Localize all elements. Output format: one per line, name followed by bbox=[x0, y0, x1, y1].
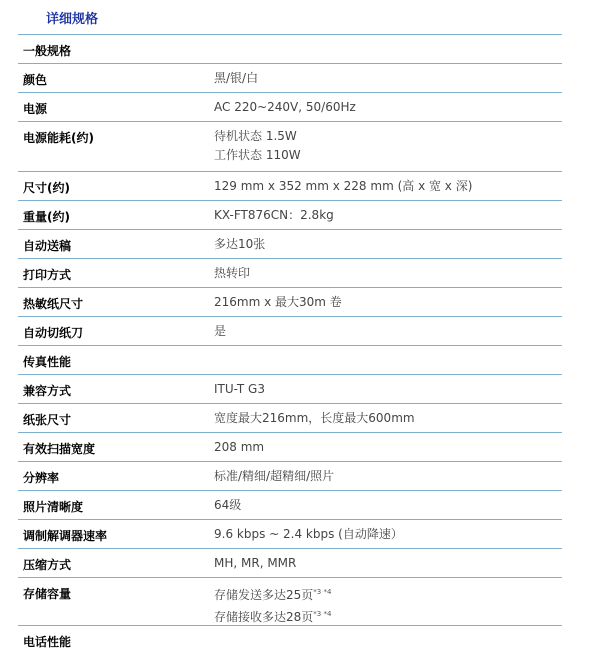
spec-value-text: 64级 bbox=[214, 498, 242, 512]
spec-label: 兼容方式 bbox=[23, 384, 72, 398]
spec-value-text: 多达10张 bbox=[214, 237, 266, 251]
spec-label: 重量(约) bbox=[23, 210, 70, 224]
spec-row bbox=[18, 374, 562, 403]
spec-value bbox=[214, 206, 334, 225]
spec-value-text: KX-FT876CN：2.8kg bbox=[214, 208, 334, 222]
spec-value bbox=[214, 235, 265, 254]
spec-row bbox=[18, 200, 562, 229]
spec-label: 打印方式 bbox=[23, 268, 72, 282]
spec-label: 分辨率 bbox=[23, 471, 60, 485]
spec-row bbox=[18, 287, 562, 316]
spec-label: 尺寸(约) bbox=[23, 181, 70, 195]
spec-label: 颜色 bbox=[23, 73, 48, 87]
spec-value-line bbox=[214, 525, 403, 544]
spec-value-line bbox=[214, 438, 264, 457]
spec-value-line bbox=[214, 583, 331, 605]
spec-label: 一般规格 bbox=[23, 44, 72, 58]
spec-value-text: 是 bbox=[214, 324, 227, 338]
footnote-mark: *3 *4 bbox=[313, 588, 332, 596]
spec-value-line bbox=[214, 605, 331, 627]
spec-value-line bbox=[214, 409, 415, 428]
spec-row bbox=[18, 316, 562, 345]
spec-value-text: 标准/精细/超精细/照片 bbox=[214, 469, 335, 483]
spec-value-line bbox=[214, 264, 250, 283]
spec-label: 热敏纸尺寸 bbox=[23, 297, 84, 311]
spec-value-text: 存储发送多达25页 bbox=[214, 588, 314, 602]
spec-value-line bbox=[214, 206, 334, 225]
spec-label: 电话性能 bbox=[23, 635, 72, 649]
spec-value bbox=[214, 98, 356, 117]
spec-label: 纸张尺寸 bbox=[23, 413, 72, 427]
spec-value bbox=[214, 264, 250, 283]
spec-value-text: ITU-T G3 bbox=[214, 382, 265, 396]
spec-value-text: AC 220~240V, 50/60Hz bbox=[214, 100, 356, 114]
spec-value bbox=[214, 554, 296, 573]
spec-value bbox=[214, 322, 226, 341]
spec-row bbox=[18, 519, 562, 548]
spec-row bbox=[18, 461, 562, 490]
spec-value bbox=[214, 127, 301, 165]
spec-value-text: 208 mm bbox=[214, 440, 265, 454]
spec-value-text: 待机状态 1.5W bbox=[214, 129, 297, 143]
spec-value-line bbox=[214, 69, 258, 88]
spec-row bbox=[18, 432, 562, 461]
spec-row bbox=[18, 121, 562, 171]
spec-row bbox=[18, 63, 562, 92]
footnote-mark: *3 *4 bbox=[313, 610, 332, 618]
spec-value-line bbox=[214, 554, 296, 573]
spec-label: 自动送稿 bbox=[23, 239, 72, 253]
spec-label: 存储容量 bbox=[23, 587, 72, 601]
spec-label: 电源能耗(约) bbox=[23, 131, 94, 145]
spec-value bbox=[214, 380, 265, 399]
spec-value-line bbox=[214, 127, 301, 146]
spec-value-line bbox=[214, 177, 472, 196]
spec-row bbox=[18, 34, 562, 63]
spec-value-text: 129 mm x 352 mm x 228 mm (高 x 宽 x 深) bbox=[214, 179, 473, 193]
spec-value bbox=[214, 69, 258, 88]
spec-label: 自动切纸刀 bbox=[23, 326, 84, 340]
spec-label: 有效扫描宽度 bbox=[23, 442, 96, 456]
spec-value-line bbox=[214, 380, 265, 399]
spec-value-text: MH, MR, MMR bbox=[214, 556, 297, 570]
spec-row bbox=[18, 345, 562, 374]
spec-value-text: 宽度最大216mm，长度最大600mm bbox=[214, 411, 415, 425]
spec-value-text: 工作状态 110W bbox=[214, 148, 301, 162]
spec-label: 压缩方式 bbox=[23, 558, 72, 572]
spec-value-line bbox=[214, 293, 342, 312]
spec-row bbox=[18, 171, 562, 200]
spec-row bbox=[18, 229, 562, 258]
spec-label: 传真性能 bbox=[23, 355, 72, 369]
spec-value-text: 216mm x 最大30m 卷 bbox=[214, 295, 342, 309]
spec-value bbox=[214, 525, 403, 544]
spec-value bbox=[214, 293, 342, 312]
spec-row bbox=[18, 258, 562, 287]
spec-value bbox=[214, 438, 264, 457]
spec-value-line bbox=[214, 322, 226, 341]
section-title: 详细规格 bbox=[46, 12, 99, 27]
spec-value bbox=[214, 496, 241, 515]
spec-row bbox=[18, 577, 562, 625]
spec-value-text: 存储接收多达28页 bbox=[214, 610, 314, 624]
spec-value-line bbox=[214, 496, 241, 515]
spec-value bbox=[214, 409, 415, 428]
spec-row bbox=[18, 403, 562, 432]
spec-value-line bbox=[214, 467, 334, 486]
spec-label: 照片清晰度 bbox=[23, 500, 84, 514]
spec-value-line bbox=[214, 98, 356, 117]
spec-value bbox=[214, 467, 334, 486]
spec-label: 调制解调器速率 bbox=[23, 529, 108, 543]
spec-row bbox=[18, 92, 562, 121]
spec-value-text: 热转印 bbox=[214, 266, 251, 280]
spec-row bbox=[18, 490, 562, 519]
spec-value-line bbox=[214, 235, 265, 254]
spec-value bbox=[214, 583, 331, 627]
spec-value-text: 黑/银/白 bbox=[214, 71, 259, 85]
spec-value-line bbox=[214, 146, 301, 165]
spec-value-text: 9.6 kbps ~ 2.4 kbps (自动降速） bbox=[214, 527, 403, 541]
spec-row bbox=[18, 548, 562, 577]
spec-table bbox=[18, 34, 562, 655]
spec-value bbox=[214, 177, 472, 196]
spec-label: 电源 bbox=[23, 102, 48, 116]
